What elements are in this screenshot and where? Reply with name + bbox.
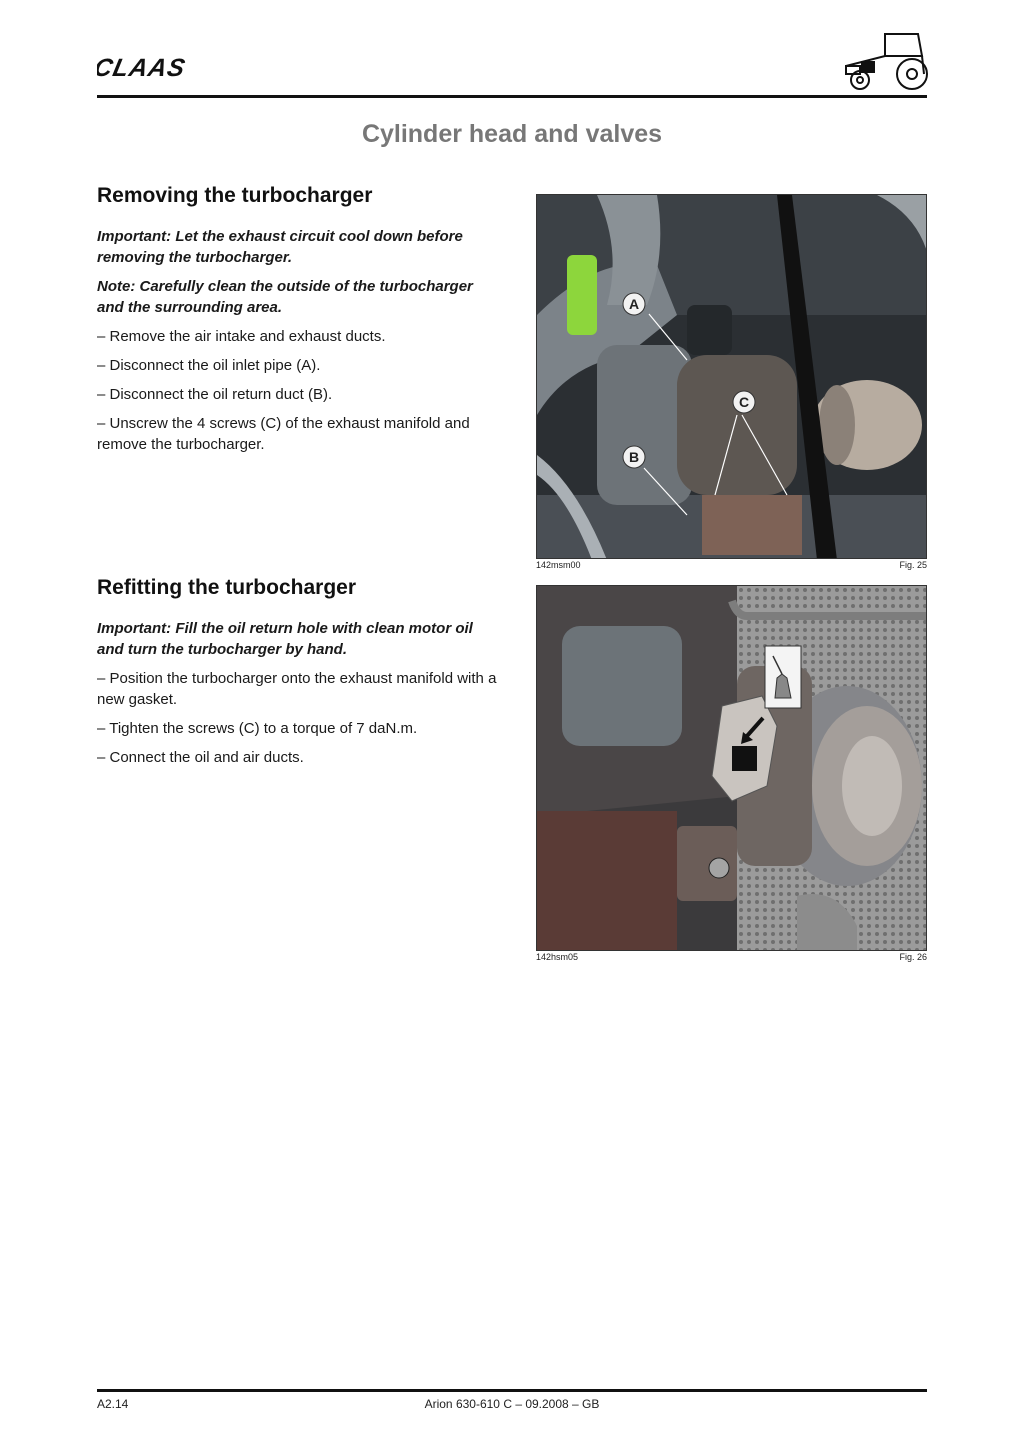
- claas-logo-text: CLAAS: [97, 55, 189, 79]
- figure-25-caption: [536, 560, 927, 570]
- header-rule: [97, 95, 927, 98]
- removing-section: [97, 184, 497, 463]
- claas-logo: [97, 55, 215, 79]
- document-reference: Arion 630-610 C – 09.2008 – GB: [424, 1397, 600, 1411]
- figure-25-label: Fig. 25: [899, 560, 927, 570]
- callout-a-label: A: [628, 296, 640, 312]
- page-title: Cylinder head and valves: [361, 120, 663, 148]
- removing-step: – Unscrew the 4 screws (C) of the exhaust manifold and remove the turbocharger.: [97, 415, 470, 453]
- refitting-step: – Position the turbocharger onto the exhaust manifold with a new gasket.: [97, 670, 497, 708]
- figure-26-code: 142hsm05: [536, 952, 579, 962]
- removing-heading: Removing the turbocharger: [97, 184, 373, 207]
- removing-note: Note: Carefully clean the outside of the turbocharger and the surrounding area.: [97, 278, 473, 316]
- callout-b-label: B: [628, 449, 640, 465]
- removing-step: – Disconnect the oil inlet pipe (A).: [97, 357, 321, 374]
- removing-important: Important: Let the exhaust circuit cool down before removing the turbocharger.: [97, 228, 463, 266]
- page-number: A2.14: [97, 1397, 129, 1411]
- removing-step: – Disconnect the oil return duct (B).: [97, 386, 333, 403]
- removing-step: – Remove the air intake and exhaust ducts.: [97, 328, 386, 345]
- refitting-step: – Tighten the screws (C) to a torque of 7 daN.m.: [97, 720, 418, 737]
- tractor-icon: [840, 30, 930, 92]
- figure-26-photo: [536, 585, 927, 951]
- figure-25-photo: [536, 194, 927, 559]
- figure-26-label: Fig. 26: [899, 952, 927, 962]
- footer-rule: [97, 1389, 927, 1392]
- refitting-heading: Refitting the turbocharger: [97, 576, 357, 599]
- callout-c-label: C: [738, 394, 750, 410]
- figure-25-code: 142msm00: [536, 560, 581, 570]
- refitting-important: Important: Fill the oil return hole with clean motor oil and turn the turbocharger by hand.: [97, 620, 473, 658]
- refitting-section: [97, 576, 497, 776]
- refitting-step: – Connect the oil and air ducts.: [97, 749, 304, 766]
- figure-26-caption: [536, 952, 927, 962]
